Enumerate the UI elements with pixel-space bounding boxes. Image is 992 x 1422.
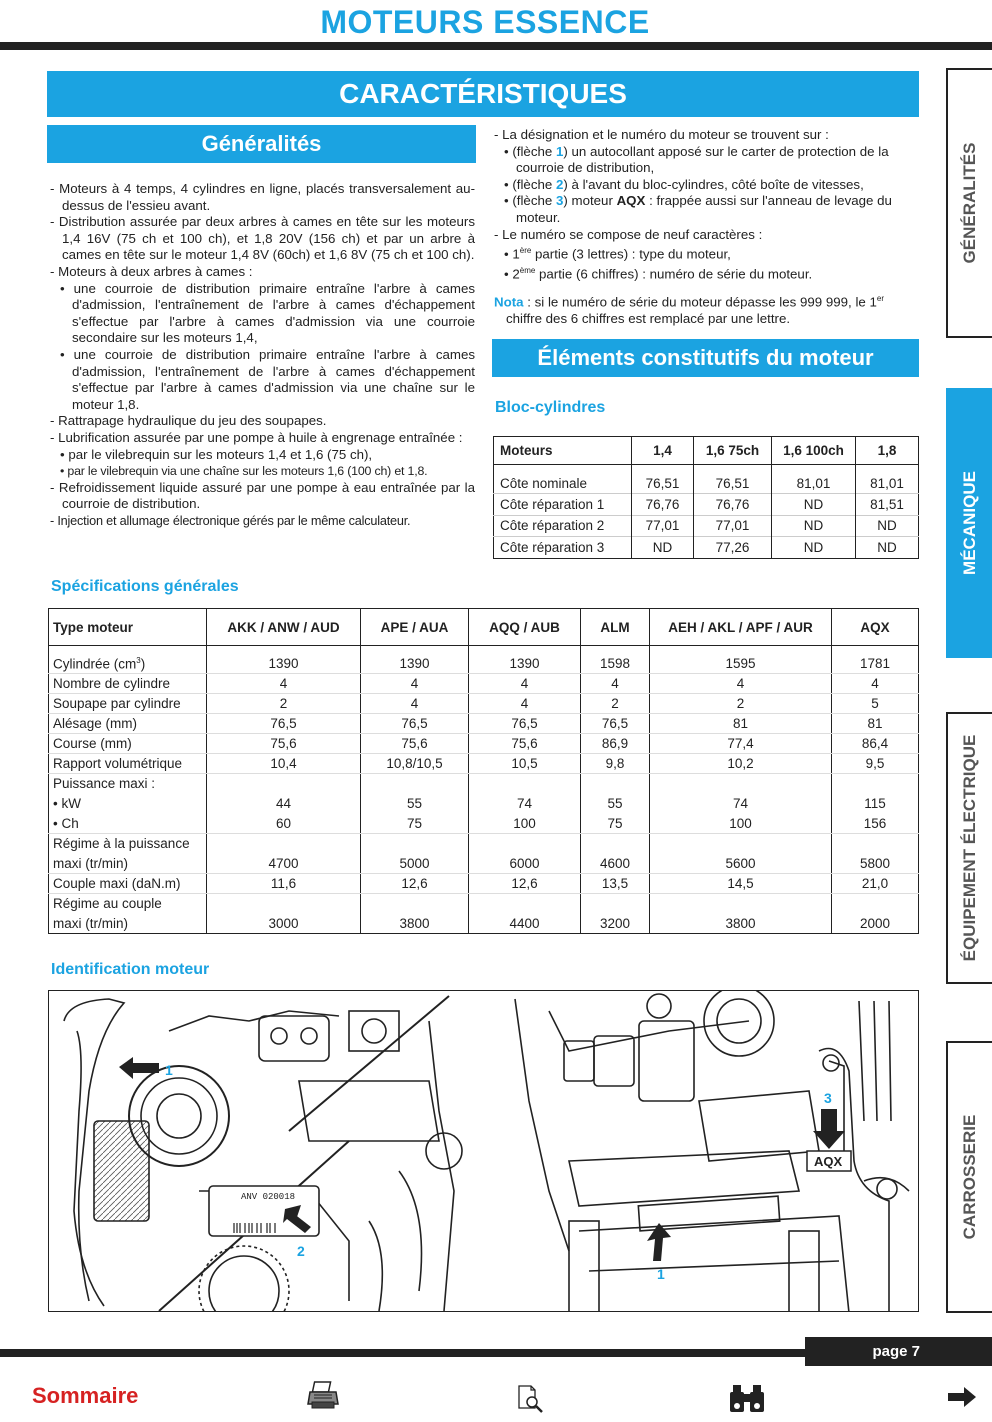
specs-table: Type moteur AKK / ANW / AUD APE / AUA AQQ / AUB ALM AEH / AKL / APF / AUR AQX Cylindrée $(cm^3)$ 1390 1390 1390 1598 1595 1781 Nombre de cylindre 4 4 4 4 4 4 Soupape par cylindre 2 4 4 2 2 5 Alésage (mm) 76,5 76,5 76,5 76,5 81 81 Course (mm) 75,6 75,6 75,6 86,9 77,4 86,4 Rapport volumétrique 10,4 10,8/10,5 10,5 9,8 10,2 9,5 Puissance maxi : • kW 44 55 74 55 74 115 • Ch 60 75 100 75 100 156 Régime à la puissance maxi (tr/min) 4700 5000 6000 4600 5600 5800 Couple maxi (daN.m) 11,6 12,6 12,6 13,5 14,5 21,0 Régime au couple maxi (tr/min) 3000 3800 4400 3200 3800 2000 bbox=[48, 608, 919, 934]
table-cell: 3200 bbox=[581, 914, 650, 934]
table-row bbox=[49, 874, 919, 894]
engine-code-label: ANV 020018 bbox=[241, 1192, 296, 1202]
top-rule bbox=[0, 42, 992, 50]
table-row: Côte nominale 76,51 76,51 81,01 81,01 bbox=[494, 465, 919, 494]
table-cell: 1595 bbox=[650, 646, 832, 674]
table-row: Côte réparation 2 77,01 77,01 ND ND bbox=[494, 515, 919, 537]
table-cell: 75 bbox=[361, 814, 469, 834]
table-cell bbox=[361, 894, 469, 914]
printer-icon[interactable] bbox=[306, 1380, 342, 1412]
callout-1-right: 1 bbox=[657, 1266, 665, 1282]
table-cell: 55 bbox=[361, 794, 469, 814]
callout-3: 3 bbox=[824, 1090, 832, 1106]
table-cell bbox=[469, 834, 581, 854]
table-cell: 5600 bbox=[650, 854, 832, 874]
table-cell: 21,0 bbox=[832, 874, 919, 894]
table-row bbox=[49, 734, 919, 754]
generalites-text bbox=[50, 181, 475, 529]
table-cell: 11,6 bbox=[207, 874, 361, 894]
table-cell: Alésage (mm) bbox=[49, 714, 207, 734]
table-cell: 1390 bbox=[361, 646, 469, 674]
tab-carrosserie[interactable]: CARROSSERIE bbox=[946, 1041, 992, 1313]
page-number: page 7 bbox=[872, 1343, 920, 1360]
table-cell: 81 bbox=[832, 714, 919, 734]
table-cell bbox=[650, 894, 832, 914]
gen-line: - Refroidissement liquide assuré par une pompe à eau entraînée par la courroie de distribution. bbox=[50, 479, 475, 512]
bloc-cylindres-table: Moteurs 1,4 1,6 75ch 1,6 100ch 1,8 Côte nominale 76,51 76,51 81,01 81,01 Côte réparation 1 76,76 76,76 ND 81,51 Côte réparation 2 77,01 77,01 ND ND Côte réparation 3 ND 77,26 ND ND bbox=[493, 436, 919, 559]
left-engine-drawing bbox=[64, 996, 462, 1312]
table-cell: Régime au couple bbox=[53, 896, 162, 912]
table-cell bbox=[469, 894, 581, 914]
table-cell bbox=[581, 834, 650, 854]
table-cell: 4 bbox=[469, 694, 581, 714]
table-row bbox=[49, 854, 919, 874]
table-cell bbox=[361, 774, 469, 794]
table-cell: 4 bbox=[581, 674, 650, 694]
table-cell bbox=[832, 774, 919, 794]
table-cell: 10,2 bbox=[650, 754, 832, 774]
table-cell: 2 bbox=[581, 694, 650, 714]
table-cell: 2 bbox=[207, 694, 361, 714]
nota: Nota : si le numéro de série du moteur dépasse les 999 999, le 1er chiffre des 6 chiffres est remplacé par une lettre. bbox=[494, 294, 885, 327]
table-cell: 100 bbox=[650, 814, 832, 834]
gen-bullet: • par le vilebrequin sur les moteurs 1,4 et 1,6 (75 ch), bbox=[60, 446, 373, 462]
table-cell: 4 bbox=[361, 694, 469, 714]
binoculars-icon[interactable] bbox=[728, 1382, 766, 1414]
table-cell: 86,9 bbox=[581, 734, 650, 754]
arrow-1-left bbox=[119, 1057, 159, 1079]
table-cell: 81 bbox=[650, 714, 832, 734]
table-row bbox=[49, 794, 919, 814]
table-cell: 5000 bbox=[361, 854, 469, 874]
designation-intro: - La désignation et le numéro du moteur se trouvent sur : bbox=[494, 127, 829, 142]
table-cell: 55 bbox=[581, 794, 650, 814]
table-row bbox=[49, 814, 919, 834]
search-document-icon[interactable] bbox=[516, 1384, 546, 1414]
table-cell: 156 bbox=[832, 814, 919, 834]
table-cell: 4 bbox=[832, 674, 919, 694]
table-cell: 9,8 bbox=[581, 754, 650, 774]
table-row bbox=[49, 694, 919, 714]
table-cell: 1390 bbox=[207, 646, 361, 674]
table-cell: Soupape par cylindre bbox=[49, 694, 207, 714]
table-row bbox=[49, 754, 919, 774]
section-title: CARACTÉRISTIQUES bbox=[47, 71, 919, 117]
table-cell: 14,5 bbox=[650, 874, 832, 894]
table-cell: 4 bbox=[361, 674, 469, 694]
table-cell bbox=[207, 834, 361, 854]
table-cell: Régime à la puissance bbox=[53, 836, 190, 852]
table-cell: 4400 bbox=[469, 914, 581, 934]
table-cell: Couple maxi (daN.m) bbox=[49, 874, 207, 894]
gen-line: - Moteurs à deux arbres à cames : bbox=[50, 263, 253, 279]
table-cell: 76,5 bbox=[469, 714, 581, 734]
table-cell bbox=[650, 834, 832, 854]
aqx-tag: AQX bbox=[814, 1154, 843, 1169]
table-cell: • Ch bbox=[49, 814, 207, 834]
table-cell: 75,6 bbox=[207, 734, 361, 754]
table-cell: 12,6 bbox=[469, 874, 581, 894]
table-cell: 4700 bbox=[207, 854, 361, 874]
table-cell: 60 bbox=[207, 814, 361, 834]
tab-generalites[interactable]: GÉNÉRALITÉS bbox=[946, 68, 992, 338]
table-cell: 4 bbox=[650, 674, 832, 694]
table-cell: maxi (tr/min) bbox=[53, 915, 128, 931]
table-cell: 1781 bbox=[832, 646, 919, 674]
table-cell: 10,5 bbox=[469, 754, 581, 774]
callout-2: 2 bbox=[297, 1243, 305, 1259]
table-cell bbox=[581, 894, 650, 914]
table-cell: 2 bbox=[650, 694, 832, 714]
callout-1-left: 1 bbox=[165, 1062, 173, 1078]
table-row bbox=[49, 834, 919, 854]
gen-line: - Injection et allumage électronique gérés par le même calculateur. bbox=[50, 513, 411, 528]
table-cell: 74 bbox=[650, 794, 832, 814]
table-cell: 12,6 bbox=[361, 874, 469, 894]
generalites-heading: Généralités bbox=[47, 125, 476, 163]
gen-line: - Rattrapage hydraulique du jeu des soupapes. bbox=[50, 413, 327, 429]
table-cell: 3800 bbox=[650, 914, 832, 934]
designation-text: - La désignation et le numéro du moteur se trouvent sur : • (flèche 1) un autocollant apposé sur le carter de protection de la courroie de distribution, • (flèche 2) à l'avant du bloc-cylindres, côté boîte de vitesses, • (flèche 3) moteur AQX : frappée aussi sur l'anneau de levage du moteur. - Le numéro se compose de neuf caractères : • 1ère partie (3 lettres) : type du moteur, • 2ème partie (6 chiffres) : numéro de série du moteur. Nota : si le numéro de série du moteur dépasse les 999 999, le 1er chiffre des 6 chiffres est remplacé par une lettre. bbox=[494, 127, 919, 328]
elements-heading: Éléments constitutifs du moteur bbox=[492, 339, 919, 377]
gen-bullet: • une courroie de distribution primaire entraîne l'arbre à cames d'admission, l'entraînement de l'arbre à cames d'échappement s'effectue par l'arbre à cames d'admission via une chaîne sur le moteur 1,8. bbox=[60, 346, 475, 412]
gen-bullet: • une courroie de distribution primaire entraîne l'arbre à cames d'admission, l'entraînement de l'arbre à cames d'échappement s'effectue par l'arbre à cames d'admission via une courroie secondaire sur les moteurs 1,4, bbox=[60, 280, 475, 346]
table-row bbox=[49, 646, 919, 674]
table-row bbox=[49, 714, 919, 734]
gen-line: - Lubrification assurée par une pompe à huile à engrenage entraînée : bbox=[50, 429, 463, 445]
table-cell: 13,5 bbox=[581, 874, 650, 894]
table-cell: 115 bbox=[832, 794, 919, 814]
table-row bbox=[49, 894, 919, 914]
table-cell: 3800 bbox=[361, 914, 469, 934]
table-cell: 75,6 bbox=[361, 734, 469, 754]
table-cell: 5 bbox=[832, 694, 919, 714]
table-cell: 4 bbox=[207, 674, 361, 694]
table-cell bbox=[207, 774, 361, 794]
designation-nine: - Le numéro se compose de neuf caractères : bbox=[494, 226, 763, 242]
table-cell: 3000 bbox=[207, 914, 361, 934]
table-cell bbox=[832, 834, 919, 854]
table-cell: • kW bbox=[53, 796, 81, 811]
table-cell: maxi (tr/min) bbox=[49, 854, 207, 874]
table-row: Côte réparation 3 ND 77,26 ND ND bbox=[494, 537, 919, 559]
table-cell: Puissance maxi : bbox=[53, 776, 156, 792]
table-cell bbox=[469, 774, 581, 794]
tab-mecanique[interactable]: MÉCANIQUE bbox=[946, 388, 992, 658]
next-arrow-icon[interactable] bbox=[946, 1386, 978, 1408]
table-cell bbox=[832, 894, 919, 914]
specs-title: Spécifications générales bbox=[51, 578, 239, 595]
table-cell bbox=[361, 834, 469, 854]
table-cell: 75 bbox=[581, 814, 650, 834]
table-cell: Cylindrée $(cm^3)$ bbox=[49, 646, 207, 674]
table-cell: 74 bbox=[469, 794, 581, 814]
table-cell: 44 bbox=[207, 794, 361, 814]
table-cell: 2000 bbox=[832, 914, 919, 934]
table-row: Côte réparation 1 76,76 76,76 ND 81,51 bbox=[494, 494, 919, 516]
page-title: MOTEURS ESSENCE bbox=[320, 4, 650, 40]
engine-drawings bbox=[49, 991, 919, 1312]
table-cell bbox=[581, 774, 650, 794]
table-cell: 76,5 bbox=[207, 714, 361, 734]
gen-line: - Moteurs à 4 temps, 4 cylindres en ligne, placés transversalement au-dessus de l'essieu avant. bbox=[50, 181, 475, 213]
table-cell: 75,6 bbox=[469, 734, 581, 754]
table-cell: Nombre de cylindre bbox=[49, 674, 207, 694]
sommaire-link[interactable]: Sommaire bbox=[32, 1383, 139, 1408]
table-cell: Rapport volumétrique bbox=[49, 754, 207, 774]
engine-identification-figure bbox=[48, 990, 919, 1312]
table-cell: 10,8/10,5 bbox=[361, 754, 469, 774]
table-cell: 76,5 bbox=[361, 714, 469, 734]
table-cell bbox=[207, 894, 361, 914]
table-cell: 1390 bbox=[469, 646, 581, 674]
table-cell: 4600 bbox=[581, 854, 650, 874]
table-cell: 76,5 bbox=[581, 714, 650, 734]
table-cell: 6000 bbox=[469, 854, 581, 874]
table-cell: 5800 bbox=[832, 854, 919, 874]
table-cell: 86,4 bbox=[832, 734, 919, 754]
identification-title: Identification moteur bbox=[51, 961, 210, 978]
gen-line: - Distribution assurée par deux arbres à cames en tête sur les moteurs 1,4 16V (75 ch et 100 ch), et 1,8 20V (156 ch) et par un arbre à cames en tête sur le moteur 1,4 8V (60ch) et 1,6 8V (75 ch et 100 ch). bbox=[50, 214, 475, 263]
table-cell: 77,4 bbox=[650, 734, 832, 754]
table-row bbox=[49, 674, 919, 694]
table-cell: 9,5 bbox=[832, 754, 919, 774]
table-cell bbox=[650, 774, 832, 794]
table-cell: 1598 bbox=[581, 646, 650, 674]
table-cell: 100 bbox=[469, 814, 581, 834]
table-row bbox=[49, 914, 919, 934]
tab-equipement-electrique[interactable]: ÉQUIPEMENT ÉLECTRIQUE bbox=[946, 712, 992, 984]
table-cell: 4 bbox=[469, 674, 581, 694]
table-row bbox=[49, 774, 919, 794]
table-cell: Course (mm) bbox=[49, 734, 207, 754]
table-cell: 10,4 bbox=[207, 754, 361, 774]
gen-bullet: • par le vilebrequin via une chaîne sur les moteurs 1,6 (100 ch) et 1,8. bbox=[60, 464, 428, 479]
bloc-cylindres-title: Bloc-cylindres bbox=[495, 399, 606, 416]
